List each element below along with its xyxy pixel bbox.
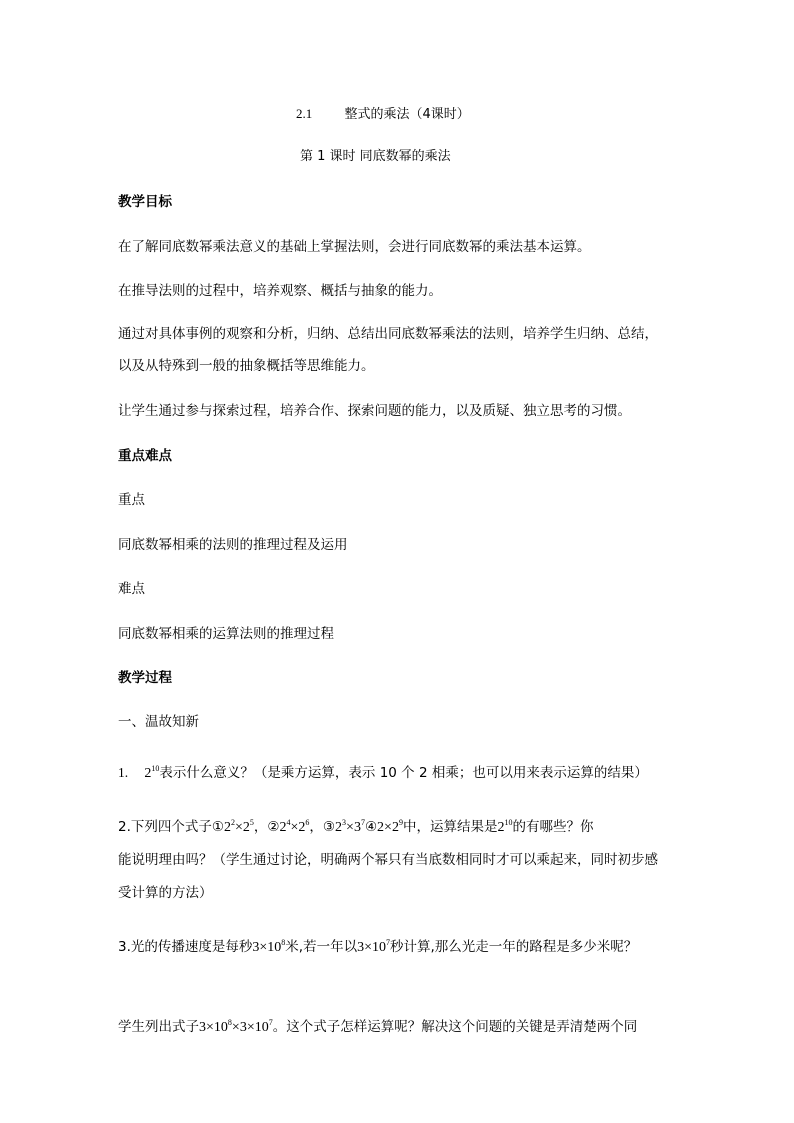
- part1-heading: 一、温故知新: [118, 714, 199, 730]
- times-operator: ×: [364, 940, 372, 955]
- question-text: 3.光的传播速度是每秒: [118, 939, 253, 955]
- question-text: 米,若一年以: [285, 939, 358, 955]
- question-text: 中，运算结果是: [402, 819, 498, 835]
- power-base: 2: [224, 820, 231, 835]
- process-heading: 教学过程: [118, 670, 172, 686]
- power-exponent: 8: [281, 938, 286, 947]
- times-operator: ×: [231, 1020, 240, 1035]
- question-text: 学生列出式子: [118, 1019, 199, 1035]
- objective-item: 在了解同底数幂乘法意义的基础上掌握法则，会进行同底数幂的乘法基本运算。: [118, 239, 591, 255]
- factor: 2: [377, 820, 385, 835]
- times-operator: ×: [206, 1020, 214, 1035]
- question-text: 表示什么意义？（是乘方运算，表示 10 个 2 相乘；也可以用来表示运算的结果）: [159, 765, 648, 781]
- question-1: [118, 763, 648, 784]
- keypoints-heading: 重点难点: [118, 448, 172, 464]
- question-2-line: 能说明理由吗？（学生通过讨论，明确两个幂只有当底数相同时才可以乘起来，同时初步感: [118, 852, 658, 868]
- power-base: 10: [372, 940, 386, 955]
- question-3: [118, 937, 637, 958]
- power-exponent: 4: [286, 818, 291, 827]
- power-exponent: 7: [386, 938, 390, 947]
- objectives-heading: 教学目标: [118, 194, 172, 210]
- section-number: 2.1: [296, 106, 313, 121]
- power-exponent: 2: [231, 818, 235, 827]
- expression-mark: ③: [322, 819, 336, 835]
- times-operator: ×: [290, 820, 299, 835]
- section-heading: [296, 104, 470, 125]
- power-base: 10: [254, 1020, 269, 1035]
- objective-item: 通过对具体事例的观察和分析，归纳、总结出同底数幂乘法的法则，培养学生归纳、总结，: [118, 326, 658, 342]
- coefficient: 3: [357, 940, 365, 955]
- times-operator: ×: [259, 940, 268, 955]
- power-base: 2: [144, 766, 152, 781]
- coefficient: 3: [252, 940, 260, 955]
- times-operator: ×: [235, 820, 243, 835]
- expression-mark: ④: [364, 819, 378, 835]
- power-exponent: 7: [360, 818, 365, 827]
- question-4: [118, 1017, 637, 1038]
- power-base: 10: [267, 940, 282, 955]
- question-2: [118, 817, 593, 838]
- times-operator: ×: [246, 1020, 255, 1035]
- question-text: 秒计算,那么光走一年的路程是多少米呢？: [390, 939, 638, 955]
- question-text: 。这个式子怎样运算呢？解决这个问题的关键是弄清楚两个同: [272, 1019, 638, 1035]
- lesson-title: 第 1 课时 同底数幂的乘法: [300, 149, 451, 164]
- power-exponent: 7: [268, 1018, 273, 1027]
- power-exponent: 3: [342, 818, 347, 827]
- power-base: 2: [335, 820, 343, 835]
- power-exponent: 10: [504, 818, 513, 827]
- separator: ，: [309, 819, 323, 835]
- objective-item: 让学生通过参与探索过程，培养合作、探索问题的能力，以及质疑、独立思考的习惯。: [118, 403, 631, 419]
- objective-item: 在推导法则的过程中，培养观察、概括与抽象的能力。: [118, 283, 442, 299]
- power-exponent: 9: [398, 818, 403, 827]
- times-operator: ×: [384, 820, 392, 835]
- key-label: 重点: [118, 492, 145, 508]
- times-operator: ×: [346, 820, 354, 835]
- objective-item: 以及从特殊到一般的抽象概括等思维能力。: [118, 358, 375, 374]
- difficult-text: 同底数幂相乘的运算法则的推理过程: [118, 626, 334, 642]
- power-base: 2: [391, 820, 399, 835]
- power-base: 2: [497, 820, 505, 835]
- power-base: 2: [279, 820, 287, 835]
- power-exponent: 10: [151, 764, 160, 773]
- question-text: 2.下列四个式子: [118, 819, 212, 835]
- difficult-label: 难点: [118, 581, 145, 597]
- key-text: 同底数幂相乘的法则的推理过程及运用: [118, 537, 348, 553]
- power-exponent: 8: [227, 1018, 232, 1027]
- question-number: 1.: [118, 765, 129, 780]
- coefficient: 3: [199, 1020, 206, 1035]
- question-2-line: 受计算的方法）: [118, 885, 213, 901]
- power-base: 2: [298, 820, 306, 835]
- coefficient: 3: [239, 1020, 247, 1035]
- power-base: 10: [213, 1020, 228, 1035]
- expression-mark: ②: [267, 819, 280, 835]
- section-title: 整式的乘法（4课时）: [344, 107, 470, 122]
- expression-mark: ①: [211, 819, 224, 835]
- power-base: 2: [242, 820, 250, 835]
- power-exponent: 5: [249, 818, 254, 827]
- separator: ，: [253, 819, 268, 835]
- power-exponent: 6: [305, 818, 310, 827]
- question-text: 的有哪些？你: [512, 819, 594, 835]
- power-base: 3: [353, 820, 361, 835]
